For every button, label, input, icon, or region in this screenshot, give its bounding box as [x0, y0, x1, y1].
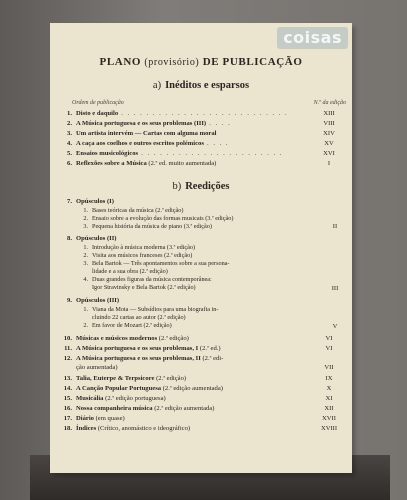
list-item: 12. A Música portuguesa e os seus problemas, II (2.ª edi-	[63, 355, 224, 362]
list-item: 11. A Música portuguesa e os seus problemas, I (2.ª ed.) VI	[64, 345, 333, 352]
section-a-heading	[50, 80, 352, 91]
column-header-order: Ordem de publicação	[72, 100, 124, 106]
list-item	[60, 296, 346, 305]
item-edition: V	[332, 323, 338, 330]
item-edition: XIII	[323, 110, 335, 117]
title-part-provisorio: (provisório)	[144, 57, 200, 68]
item-title: Opúsculos (III)	[76, 297, 120, 304]
item-title: Ensaios musicológicos	[76, 150, 139, 157]
item-title: Opúsculos (I)	[76, 198, 114, 205]
section-a-letter: a)	[152, 80, 162, 91]
item-number: 3.	[67, 130, 72, 137]
list-item: 4. A caça aos coelhos e outros escritos polémicos . . . . XV	[60, 139, 346, 148]
list-item	[60, 129, 346, 138]
list-item	[60, 197, 346, 206]
item-edition: I	[327, 160, 331, 167]
page-title	[50, 56, 352, 68]
list-item: 2. A Música portuguesa e os seus problemas (III) . . . . VIII	[60, 119, 346, 128]
document-page: coisas PLANO (provisório) DE PUBLICAÇÃO a) Inéditos e esparsos Ordem de publicação N.º da edição 1. Disto e daquilo . . . . . . . . . . . . . . . . . . . . . . . . . . . XIII 2. A Música portuguesa e os seus problemas (III) . . . . VIII 3. Um artista intervém — Cartas com alguma moral XIV 4. A caça aos coelhos e outros escritos polémicos . . . . XV 5. Ensaios musicológicos . . . . . . . . . . . . . . . . . . . . . . . XVI 6. Reflexões sobre a Música (2.ª ed. muito aumentada) I b) Reedições 7. Opúsculos (I) 1. Bases teóricas da música (2.ª edição) 2. Ensaio sobre a evolução das formas musicais (3.ª edição) 3. Pequena história da música de piano (3.ª edição) II 8. Opúsculos (II) 1. Introdução à música moderna (3.ª edição) 2. Visita aos músicos franceses (2.ª edição) 3. Bela Bartok — Três apontamentos sobre a sua persona- lidade e a sua obra (2.ª edição) 4. Duas grandes figuras da música contemporânea: Igor Stravinsky e Bela Bartok (2.ª edição) III 9. Opúsculos (III) 1. Viana da Mota — Subsídios para uma biografia in- cluindo 22 cartas ao autor (2.ª edição) 2. Em favor de Mozart (2.ª edição) V 10. Músicas e músicos modernos (2.ª edição) VI 11. A Música portuguesa e os seus problemas, I (2.ª ed.) VI 12. A Música portuguesa e os seus problemas, II (2.ª edi- ção aumentada) VII 13. Talia, Euterpe & Terpsicore (2.ª edição) IX 14. A Canção Popular Portuguesa (2.ª edição aumentada) X 15. Musicália (2.ª edição portuguesa) XI 16. Nossa companheira música (2.ª edição aumentada) XII 17. Diário (em quase) XVII 18. Índices (Crítico, anomástico e ideográfico) XVIII	[50, 23, 352, 473]
section-b-title: Reedições	[185, 181, 230, 192]
item-number: 5.	[67, 150, 72, 157]
list-item: 14. A Canção Popular Portuguesa (2.ª edição aumentada) X	[63, 385, 332, 392]
item-edition: XIV	[323, 130, 335, 137]
item-title: Reflexões sobre a Música	[76, 160, 147, 167]
list-item: 13. Talia, Euterpe & Terpsicore (2.ª edição) IX	[63, 375, 333, 382]
item-edition: III	[331, 285, 339, 292]
item-title: Um artista intervém — Cartas com alguma moral	[76, 130, 217, 137]
section-b-letter: b)	[172, 181, 182, 192]
list-item: 18. Índices (Crítico, anomástico e ideográfico) XVIII	[63, 425, 338, 432]
list-item: 1. Disto e daquilo . . . . . . . . . . . . . . . . . . . . . . . . . . . XIII	[60, 109, 346, 118]
list-item-continued: ção aumentada) VII	[76, 364, 334, 371]
list-item: 17. Diário (em quase) XVII	[63, 415, 336, 422]
list-item: 15. Musicália (2.ª edição portuguesa) XI	[63, 395, 333, 402]
item-edition: II	[332, 223, 338, 230]
item-number: 9.	[67, 297, 72, 304]
item-number: 1.	[67, 110, 72, 117]
item-title: A caça aos coelhos e outros escritos polémicos	[76, 140, 204, 147]
item-edition: VIII	[323, 120, 335, 127]
list-item	[60, 159, 346, 168]
watermark-logo: coisas	[277, 27, 348, 49]
item-title: Opúsculos (II)	[76, 235, 117, 242]
item-number: 8.	[67, 235, 72, 242]
list-item: 16. Nossa companheira música (2.ª edição aumentada) XII	[63, 405, 334, 412]
list-item	[60, 234, 346, 243]
item-title: Disto e daquilo	[76, 110, 119, 117]
item-number: 7.	[67, 198, 72, 205]
list-item: 10. Músicas e músicos modernos (2.ª edição) VI	[63, 335, 333, 342]
item-edition: XV	[324, 140, 334, 147]
item-number: 2.	[67, 120, 72, 127]
column-header-edition: N.º da edição	[313, 100, 346, 106]
item-number: 6.	[67, 160, 72, 167]
section-b-heading	[50, 181, 352, 192]
item-title: A Música portuguesa e os seus problemas (III)	[76, 120, 207, 127]
item-number: 4.	[67, 140, 72, 147]
section-a-title: Inéditos e esparsos	[165, 80, 250, 91]
item-edition: XVI	[323, 150, 335, 157]
list-item: 5. Ensaios musicológicos . . . . . . . . . . . . . . . . . . . . . . . XVI	[60, 149, 346, 158]
item-note: (2.ª ed. muito aumentada)	[148, 160, 217, 167]
title-part-publicacao: DE PUBLICAÇÃO	[202, 56, 303, 68]
title-part-plano: PLANO	[99, 56, 142, 68]
